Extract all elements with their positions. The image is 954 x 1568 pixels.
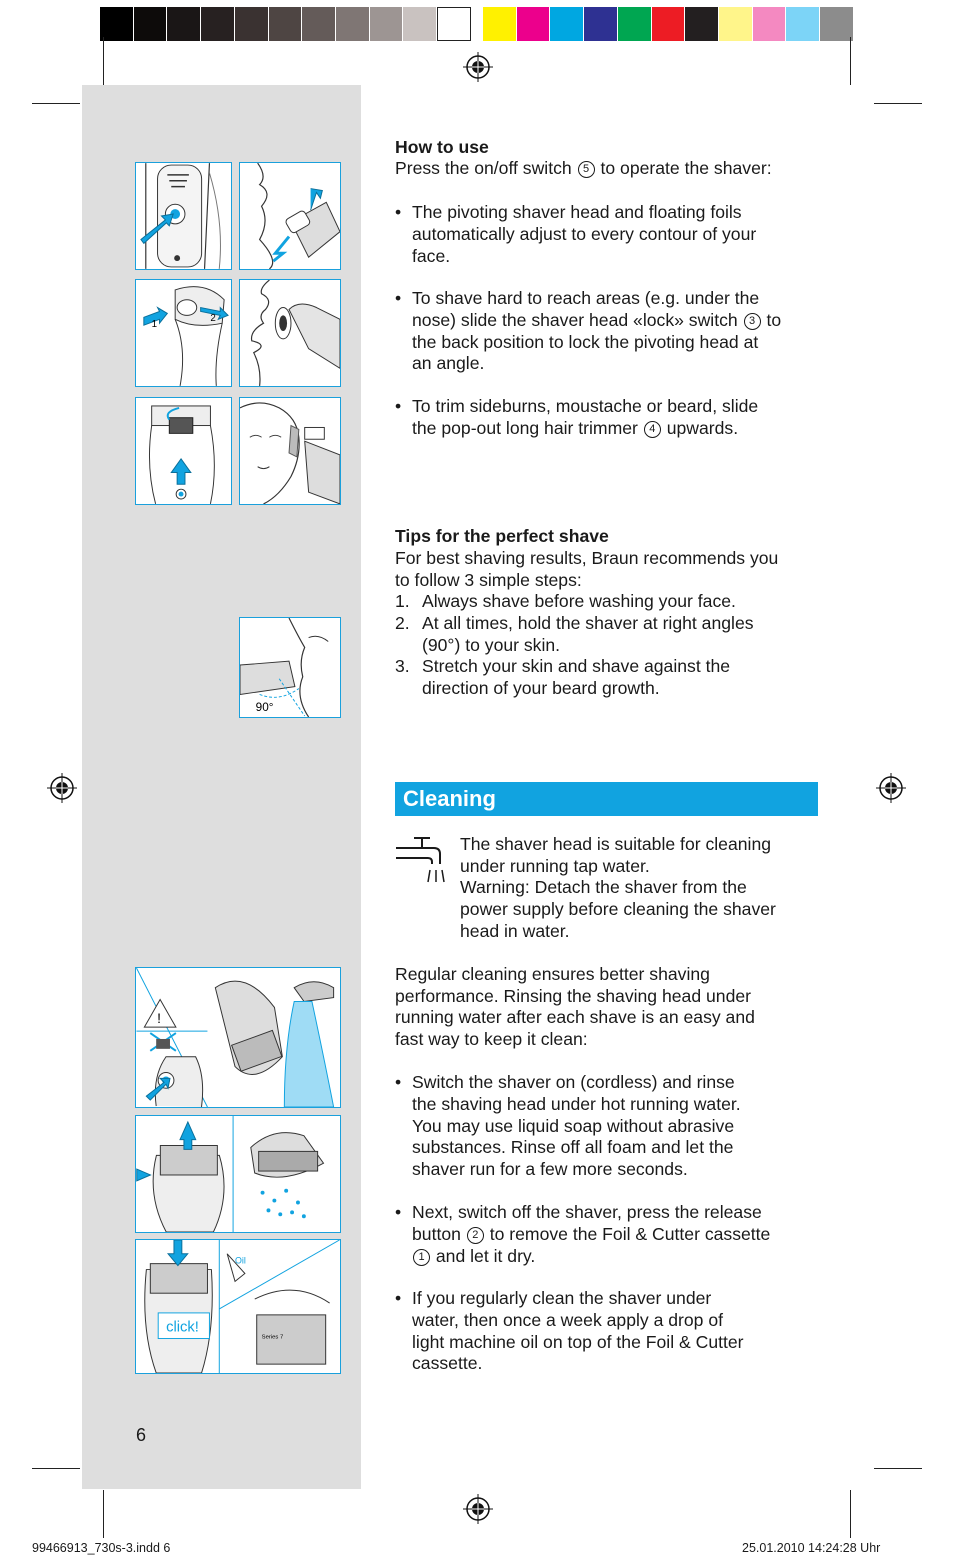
illustration-long-hair-trimmer [135,397,232,505]
cleaning-heading: Cleaning [403,786,496,811]
part-number-2: 2 [467,1227,484,1244]
color-calibration-bar [100,7,854,41]
bullet-lock-switch: • To shave hard to reach areas (e.g. under the nose) slide the shaver head «lock» switch 3 to the back position to lock the pivoting head at an angle. [395,288,782,374]
color-swatch [618,7,652,41]
footer-timestamp: 25.01.2010 14:24:28 Uhr [742,1541,881,1555]
face-profile-icon [240,163,340,269]
how-to-use-intro [395,158,772,180]
color-swatch [167,7,201,41]
bullet-dot: • [395,1202,402,1222]
registration-mark-bottom [463,1494,493,1524]
color-swatch [753,7,787,41]
bullet-dot: • [395,288,402,308]
tips-heading: Tips for the perfect shave [395,526,609,546]
color-swatch [370,7,404,41]
regular-line3: running water after each shave is an easy and [395,1007,755,1027]
regular-line4: fast way to keep it clean: [395,1029,588,1049]
sideburns-face-icon [240,398,340,504]
color-swatch [517,7,551,41]
regular-line1: Regular cleaning ensures better shaving [395,964,710,984]
color-swatch [201,7,235,41]
color-swatch [235,7,269,41]
remove-cassette-icon [136,1116,340,1232]
illustration-oil-cassette [135,1239,341,1374]
illustration-shaving-face [239,162,341,270]
color-swatch [269,7,303,41]
tap-text-line1: The shaver head is suitable for cleaning [460,834,772,854]
part-number-4: 4 [644,421,661,438]
illustration-on-off-switch [135,162,232,270]
tap-water-icon [394,834,448,888]
registration-mark-top [463,52,493,82]
tips-step-1: 1. Always shave before washing your face. [395,591,736,611]
bullet-rinse: • Switch the shaver on (cordless) and rinse the shaving head under hot running water. You may use liquid soap without abrasive substances. Rinse off all foam and let the shaver run for a few more seconds. [395,1072,741,1180]
trimmer-icon [136,398,231,504]
color-swatch [100,7,134,41]
illustration-remove-cassette [135,1115,341,1233]
tap-warning-line1: Warning: Detach the shaver from the [460,877,747,897]
color-swatch [786,7,820,41]
color-swatch [652,7,686,41]
color-swatch [403,7,437,41]
illustration-right-angle [239,617,341,718]
tap-text-line2: under running tap water. [460,856,650,876]
series-label: Series 7 [261,1334,284,1341]
color-swatch [820,7,854,41]
illustration-lock-switch [135,279,232,387]
bullet-oil: • If you regularly clean the shaver under water, then once a week apply a drop of light machine oil on top of the Foil & Cutter cassette. [395,1288,744,1374]
intro-text-pre: Press the on/off switch [395,158,572,178]
page-number: 6 [136,1425,147,1445]
registration-mark-left [47,773,77,803]
color-swatch [302,7,336,41]
oil-cassette-icon [136,1240,340,1373]
tips-step-2: 2. At all times, hold the shaver at right angles (90°) to your skin. [395,613,754,655]
color-swatch [336,7,370,41]
marker-1: 1 [151,319,158,331]
part-number-5: 5 [578,161,595,178]
rinse-tap-icon [136,968,340,1107]
tap-warning-line3: head in water. [460,921,570,941]
tap-warning-line2: power supply before cleaning the shaver [460,899,776,919]
marker-2: 2 [210,313,216,325]
angle-label: 90° [255,701,274,715]
bullet-dot: • [395,1288,402,1308]
part-number-1: 1 [413,1249,430,1266]
tips-intro-line1: For best shaving results, Braun recommends you [395,548,779,568]
nose-shave-icon [240,280,340,386]
angle-90-icon [240,618,340,717]
bullet-dot: • [395,202,402,222]
how-to-use-heading: How to use [395,137,489,157]
bullet-release-button: • Next, switch off the shaver, press the release button 2 to remove the Foil & Cutter cassette 1 and let it dry. [395,1202,771,1266]
intro-text-post: to operate the shaver: [600,158,772,178]
color-swatch [550,7,584,41]
lock-switch-icon [136,280,231,386]
bullet-pivoting-head: • The pivoting shaver head and floating foils automatically adjust to every contour of your face. [395,202,757,266]
illustration-under-nose [239,279,341,387]
footer-filename: 99466913_730s-3.indd 6 [32,1541,171,1555]
bullet-dot: • [395,396,402,416]
color-swatch [719,7,753,41]
bullet-dot: • [395,1072,402,1092]
click-label: click! [166,1319,199,1336]
tips-intro-line2: to follow 3 simple steps: [395,570,582,590]
oil-bottle-label: Oil [235,1255,246,1266]
illustration-rinse-under-tap [135,967,341,1108]
color-swatch [134,7,168,41]
warning-icon: ! [157,1011,162,1027]
bullet-trimmer: • To trim sideburns, moustache or beard, slide the pop-out long hair trimmer 4 upwards. [395,396,759,438]
registration-mark-right [876,773,906,803]
shaver-switch-icon [136,163,231,269]
color-swatch [685,7,719,41]
regular-line2: performance. Rinsing the shaving head under [395,986,752,1006]
illustration-sideburns [239,397,341,505]
tips-step-3: 3. Stretch your skin and shave against the direction of your beard growth. [395,656,731,698]
color-swatch [483,7,517,41]
color-swatch [437,7,471,41]
color-swatch [584,7,618,41]
part-number-3: 3 [744,313,761,330]
